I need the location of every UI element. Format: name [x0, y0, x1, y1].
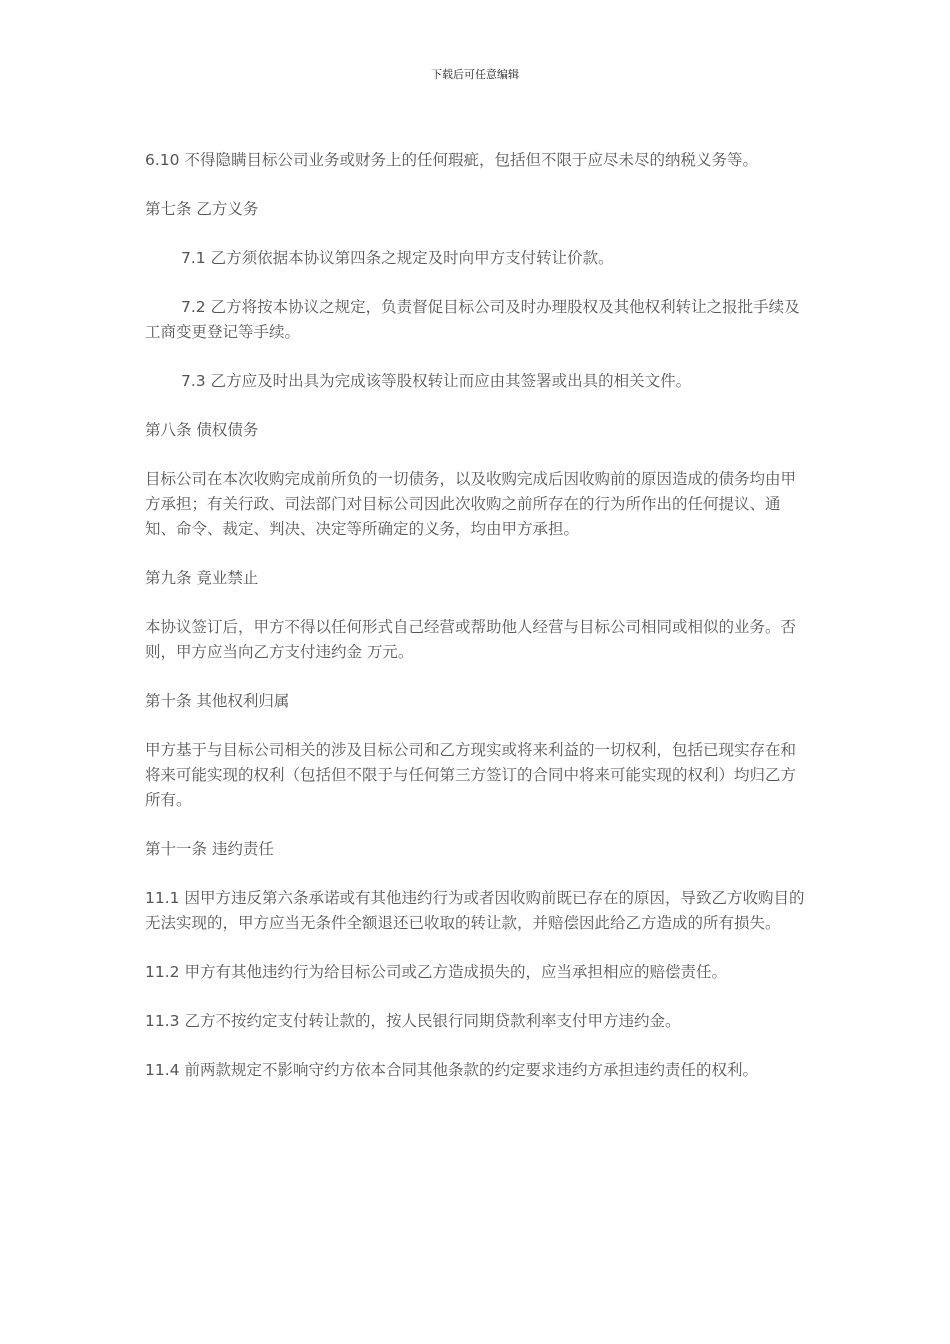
paragraph-11-3: 11.3 乙方不按约定支付转让款的，按人民银行同期贷款利率支付甲方违约金。 [145, 1012, 681, 1030]
document-body [145, 148, 807, 1107]
page-header: 下载后可任意编辑 [431, 68, 519, 81]
paragraph-7-1: 7.1 乙方须依据本协议第四条之规定及时向甲方支付转让价款。 [181, 249, 614, 267]
paragraph-7-3: 7.3 乙方应及时出具为完成该等股权转让而应由其签署或出具的相关文件。 [181, 372, 692, 390]
paragraph-10: 甲方基于与目标公司相关的涉及目标公司和乙方现实或将来利益的一切权利，包括已现实存在和将来可能实现的权利（包括但不限于与任何第三方签订的合同中将来可能实现的权利）均归乙方所有。 [145, 741, 797, 809]
paragraph-11-4: 11.4 前两款规定不影响守约方依本合同其他条款的约定要求违约方承担违约责任的权利。 [145, 1061, 758, 1079]
paragraph-8: 目标公司在本次收购完成前所负的一切债务，以及收购完成后因收购前的原因造成的债务均由甲方承担；有关行政、司法部门对目标公司因此次收购之前所存在的行为所作出的任何提议、通知、命令、裁定、判决、决定等所确定的义务，均由甲方承担。 [145, 470, 797, 538]
section-heading-8: 第八条 债权债务 [145, 421, 259, 439]
paragraph-9: 本协议签订后，甲方不得以任何形式自己经营或帮助他人经营与目标公司相同或相似的业务。否则，甲方应当向乙方支付违约金 万元。 [145, 618, 797, 661]
paragraph-7-2: 7.2 乙方将按本协议之规定，负责督促目标公司及时办理股权及其他权利转让之报批手续及工商变更登记等手续。 [145, 298, 800, 341]
section-heading-9: 第九条 竟业禁止 [145, 569, 259, 587]
paragraph-11-1: 11.1 因甲方违反第六条承诺或有其他违约行为或者因收购前既已存在的原因，导致乙方收购目的无法实现的，甲方应当无条件全额退还已收取的转让款，并赔偿因此给乙方造成的所有损失。 [145, 889, 805, 932]
paragraph-6-10: 6.10 不得隐瞒目标公司业务或财务上的任何瑕疵，包括但不限于应尽未尽的纳税义务等。 [145, 151, 758, 169]
section-heading-10: 第十条 其他权利归属 [145, 692, 290, 710]
section-heading-11: 第十一条 违约责任 [145, 840, 274, 858]
paragraph-11-2: 11.2 甲方有其他违约行为给目标公司或乙方造成损失的，应当承担相应的赔偿责任。 [145, 963, 727, 981]
section-heading-7: 第七条 乙方义务 [145, 200, 259, 218]
